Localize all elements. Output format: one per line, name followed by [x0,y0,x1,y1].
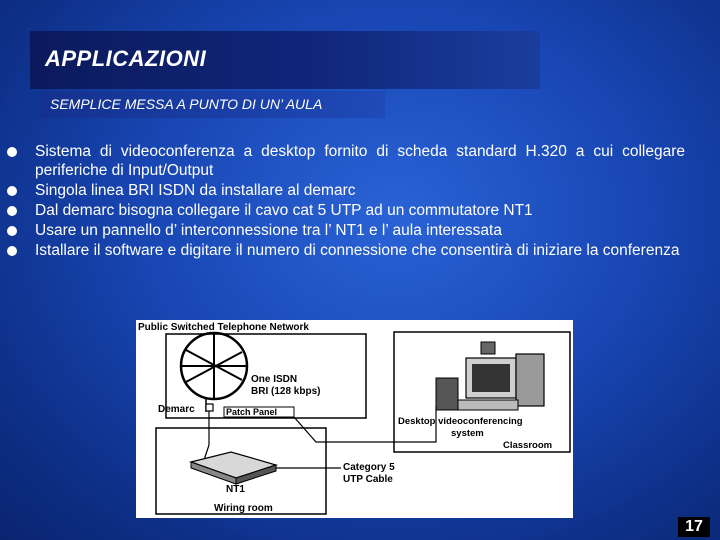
bullet-dot-icon [7,186,17,196]
bullet-dot-icon [7,226,17,236]
classroom-label: Classroom [503,440,553,451]
page-number: 17 [685,518,703,535]
isdn-rate-label: BRI (128 kbps) [251,386,321,397]
isdn-label: One ISDN [251,374,298,385]
category-label: Category 5 [343,462,395,473]
switch-arrows-icon [182,334,246,398]
desktop-computer-icon [436,342,544,410]
demarc-box [206,404,213,411]
bullet-list [5,142,685,261]
nt1-label: NT1 [226,484,245,495]
desktop-system-label-2: system [451,428,484,439]
bullet-dot-icon [7,206,17,216]
bullet-item: Usare un pannello d’ interconnessione tra l’ NT1 e l’ aula interessata [5,221,685,240]
patch-panel-label: Patch Panel [226,407,278,417]
slide-subtitle: SEMPLICE MESSA A PUNTO DI UN’ AULA [50,96,323,112]
utp-cable-label: UTP Cable [343,474,393,485]
bullet-item: Dal demarc bisogna collegare il cavo cat 5 UTP ad un commutatore NT1 [5,201,685,220]
bullet-dot-icon [7,246,17,256]
bullet-item: Singola linea BRI ISDN da installare al demarc [5,181,685,200]
demarc-label: Demarc [158,404,195,415]
bullet-item: Istallare il software e digitare il numero di connessione che consentirà di iniziare la conferenza [5,241,685,260]
bullet-item: Sistema di videoconferenza a desktop fornito di scheda standard H.320 a cui collegare periferiche di Input/Output [5,142,685,180]
slide-title: APPLICAZIONI [45,46,207,71]
desktop-system-label: Desktop videoconferencing [398,416,523,427]
bullet-dot-icon [7,147,17,157]
nt1-device-icon [191,452,276,484]
network-diagram [136,320,573,518]
wiring-room-label: Wiring room [214,503,273,514]
pstn-label: Public Switched Telephone Network [138,322,309,333]
